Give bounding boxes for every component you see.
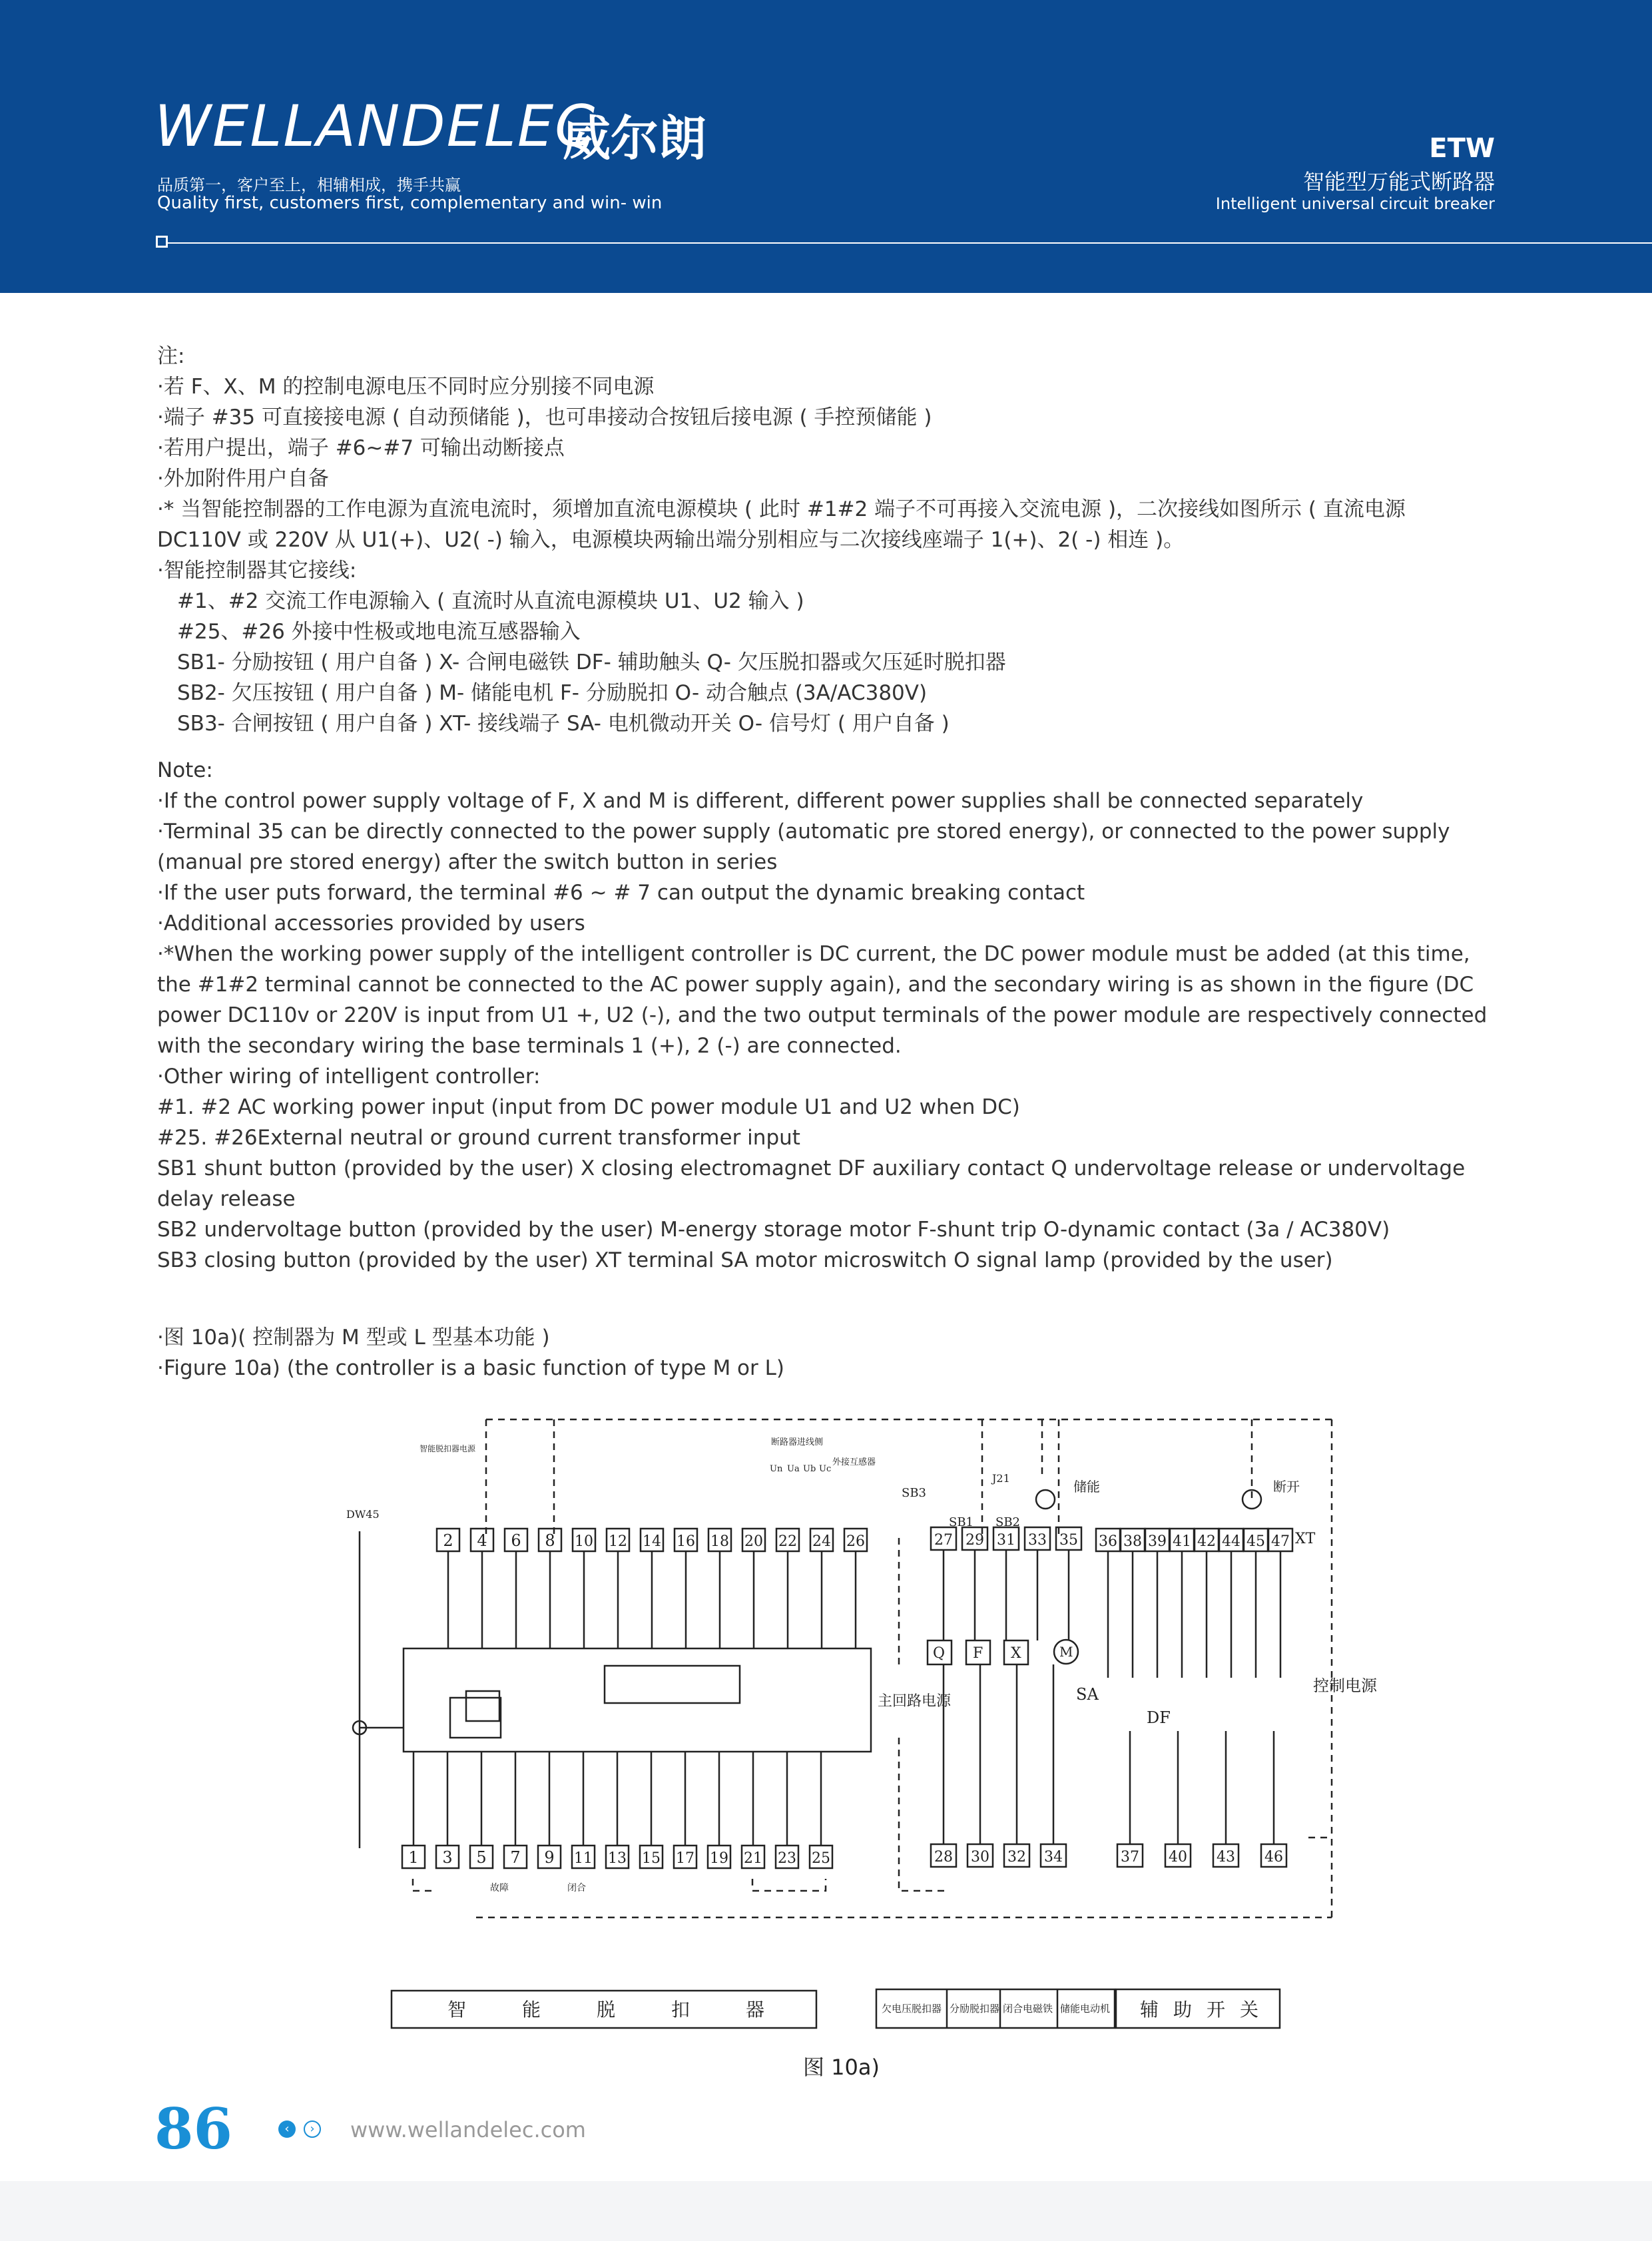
- sb1-label: SB1: [949, 1515, 974, 1529]
- note-cn-line: ·端子 #35 可直接接电源 ( 自动预储能 )，也可串接动合按钮后接电源 ( 手控预储能 ): [157, 405, 932, 429]
- figure-title-cn: ·图 10a)( 控制器为 M 型或 L 型基本功能 ): [157, 1326, 550, 1350]
- top-terminal: 20: [744, 1533, 763, 1550]
- page-number: 86: [154, 2096, 232, 2162]
- figure-title-en: ·Figure 10a) (the controller is a basic function of type M or L): [157, 1356, 784, 1380]
- controller-legend: 智: [447, 1999, 467, 2021]
- right-top-terminal: 41: [1173, 1533, 1191, 1550]
- legend-cell: 储能电动机: [1060, 2003, 1111, 2015]
- slogan-en: Quality first, customers first, complementary and win- win: [157, 193, 663, 213]
- legend-cell: 分励脱扣器: [950, 2003, 1000, 2015]
- note-cn-line: ·外加附件用户自备: [157, 467, 329, 491]
- note-en-line: SB3 closing button (provided by the user) XT terminal SA motor microswitch O signal lamp (provided by the user): [157, 1248, 1333, 1272]
- right-bottom-terminal: 43: [1217, 1849, 1235, 1866]
- note-en-line: ·Terminal 35 can be directly connected to the power supply (automatic pre stored energy), or connected to the power supply (manual pre stored energy) after the switch button in series: [157, 820, 1450, 874]
- breaker-inlet-label: 断路器进线侧: [771, 1437, 824, 1447]
- top-terminal: 22: [778, 1533, 797, 1550]
- legend-cell: 闭合电磁铁: [1003, 2003, 1053, 2015]
- xt-label: XT: [1295, 1531, 1316, 1547]
- right-top-terminal: 36: [1099, 1533, 1117, 1550]
- main-circuit-label: 主回路电源: [878, 1693, 952, 1710]
- legend-cell: 欠电压脱扣器: [882, 2003, 942, 2015]
- right-top-terminal: 38: [1123, 1533, 1142, 1550]
- note-cn-sub: SB1- 分励按钮 ( 用户自备 ) X- 合闸电磁铁 DF- 辅助触头 Q- 欠压脱扣器或欠压延时脱扣器: [177, 650, 1006, 674]
- note-cn-sub: SB2- 欠压按钮 ( 用户自备 ) M- 储能电机 F- 分励脱扣 O- 动合触点 (3A/AC380V): [177, 681, 928, 705]
- top-terminal: 12: [609, 1533, 627, 1550]
- bottom-terminal: 11: [574, 1850, 593, 1867]
- note-en-line: ·Other wiring of intelligent controller:: [157, 1065, 541, 1089]
- top-terminal: 18: [710, 1533, 729, 1550]
- aux-switch-legend: 开: [1207, 1999, 1226, 2021]
- control-power-label: 控制电源: [1313, 1676, 1377, 1695]
- notes-section: [157, 341, 1496, 1383]
- note-cn-line: ·若 F、X、M 的控制电源电压不同时应分别接不同电源: [157, 375, 655, 399]
- figure-caption: 图 10a): [803, 2055, 880, 2080]
- top-terminal: 6: [511, 1531, 521, 1550]
- close-label: 闭合: [567, 1883, 586, 1893]
- bottom-terminal: 1: [408, 1848, 419, 1867]
- sb3-label: SB3: [902, 1486, 927, 1500]
- controller-power-label: 智能脱扣器电源: [419, 1444, 476, 1453]
- controller-legend: 扣: [671, 1999, 690, 2021]
- note-cn-line: ·* 当智能控制器的工作电源为直流电流时，须增加直流电源模块 ( 此时 #1#2 端子不可再接入交流电源 )，二次接线如图所示 ( 直流电源 DC110V 或 220V 从 U1(+)、U2( -) 输入，电源模块两输出端分别相应与二次接线座端子 1(+)、2( -) 相连 )。: [157, 497, 1406, 552]
- note-cn-sub: SB3- 合闸按钮 ( 用户自备 ) XT- 接线端子 SA- 电机微动开关 O- 信号灯 ( 用户自备 ): [177, 712, 950, 736]
- top-terminal: 8: [545, 1531, 555, 1550]
- top-terminal: 14: [643, 1533, 661, 1550]
- mid-top-terminal: 33: [1028, 1532, 1047, 1549]
- note-cn-line: ·若用户提出，端子 #6~#7 可输出动断接点: [157, 436, 565, 460]
- right-bottom-terminal: 46: [1264, 1849, 1283, 1866]
- note-cn-sub: #1、#2 交流工作电源输入 ( 直流时从直流电源模块 U1、U2 输入 ): [177, 589, 804, 613]
- note-en-line: ·If the control power supply voltage of F, X and M is different, different power supplies shall be connected separately: [157, 789, 1364, 813]
- note-en-line: ·If the user puts forward, the terminal #6 ~ # 7 can output the dynamic breaking contact: [157, 881, 1085, 905]
- bottom-terminal: 19: [710, 1850, 728, 1867]
- header-divider: [168, 242, 1652, 244]
- prev-page-icon[interactable]: ‹: [278, 2120, 296, 2138]
- website-link[interactable]: www.wellandelec.com: [350, 2117, 586, 2142]
- mid-bottom-terminal: 30: [971, 1849, 989, 1866]
- product-name-en: Intelligent universal circuit breaker: [1215, 194, 1495, 213]
- mid-bottom-terminal: 28: [934, 1849, 953, 1866]
- dw45-label: DW45: [346, 1508, 380, 1521]
- sb2-label: SB2: [995, 1515, 1021, 1529]
- note-en-line: #25. #26External neutral or ground current transformer input: [157, 1126, 800, 1150]
- right-bottom-terminal: 40: [1169, 1849, 1187, 1866]
- right-top-terminal: 47: [1271, 1533, 1290, 1550]
- note-en-line: SB2 undervoltage button (provided by the user) M-energy storage motor F-shunt trip O-dynamic contact (3a / AC380V): [157, 1218, 1390, 1242]
- sa-label: SA: [1076, 1685, 1099, 1704]
- component-x: X: [1011, 1645, 1021, 1662]
- storage-label: 储能: [1073, 1479, 1100, 1495]
- component-q: Q: [933, 1645, 946, 1662]
- mid-bottom-terminal: 32: [1007, 1849, 1026, 1866]
- slogan-cn: 品质第一，客户至上，相辅相成，携手共赢: [157, 176, 461, 194]
- aux-switch-legend: 辅: [1140, 1999, 1159, 2021]
- header-banner: [0, 0, 1652, 293]
- notes-en-heading: Note:: [157, 758, 213, 782]
- bottom-terminal: 13: [608, 1850, 627, 1867]
- mid-top-terminal: 27: [934, 1532, 953, 1549]
- note-cn-line: ·智能控制器其它接线:: [157, 559, 357, 583]
- aux-switch-legend: 关: [1240, 1999, 1259, 2021]
- bottom-terminal: 7: [510, 1848, 521, 1867]
- top-terminal: 16: [677, 1533, 695, 1550]
- notes-cn-heading: 注:: [157, 344, 185, 368]
- controller-legend: 脱: [597, 1999, 616, 2021]
- right-top-terminal: 42: [1197, 1533, 1216, 1550]
- right-top-terminal: 44: [1222, 1533, 1240, 1550]
- mid-top-terminal: 35: [1059, 1532, 1078, 1549]
- mid-bottom-terminal: 34: [1044, 1849, 1063, 1866]
- note-en-line: ·Additional accessories provided by users: [157, 911, 585, 935]
- bottom-terminal: 5: [476, 1848, 487, 1867]
- top-terminal: 10: [575, 1533, 593, 1550]
- external-ct-label: 外接互感器: [832, 1457, 876, 1467]
- mid-top-terminal: 29: [965, 1532, 984, 1549]
- product-name-cn: 智能型万能式断路器: [1302, 169, 1495, 194]
- right-top-terminal: 39: [1148, 1533, 1167, 1550]
- break-label: 断开: [1273, 1479, 1300, 1495]
- u-label: Un: [770, 1464, 783, 1474]
- brand-cn: 威尔朗: [563, 111, 707, 166]
- u-label: Ua: [787, 1464, 800, 1474]
- product-code: ETW: [1429, 133, 1495, 164]
- brand-logo: WELLANDELEC: [154, 93, 597, 160]
- bottom-terminal: 3: [442, 1848, 453, 1867]
- bottom-terminal: 21: [744, 1850, 762, 1867]
- right-top-terminal: 45: [1246, 1533, 1265, 1550]
- wiring-diagram: [0, 1398, 1652, 2051]
- bottom-terminal: 25: [812, 1850, 830, 1867]
- footer-band: [0, 2181, 1652, 2241]
- note-en-line: SB1 shunt button (provided by the user) X closing electromagnet DF auxiliary contact Q undervoltage release or undervoltage delay release: [157, 1156, 1466, 1211]
- next-page-icon[interactable]: ›: [304, 2120, 321, 2138]
- bottom-terminal: 9: [544, 1848, 555, 1867]
- controller-legend: 器: [746, 1999, 765, 2021]
- bottom-terminal: 23: [778, 1850, 796, 1867]
- note-cn-sub: #25、#26 外接中性极或地电流互感器输入: [177, 620, 581, 644]
- component-m: M: [1059, 1644, 1073, 1660]
- fault-label: 故障: [490, 1883, 509, 1893]
- aux-switch-legend: 助: [1173, 1999, 1193, 2021]
- j21-label: J21: [992, 1472, 1010, 1485]
- note-en-line: #1. #2 AC working power input (input from DC power module U1 and U2 when DC): [157, 1095, 1020, 1119]
- right-bottom-terminal: 37: [1121, 1849, 1139, 1866]
- u-label: Uc: [819, 1464, 832, 1474]
- component-f: F: [973, 1645, 983, 1662]
- df-label: DF: [1147, 1708, 1171, 1727]
- top-terminal: 4: [477, 1531, 487, 1550]
- top-terminal: 26: [846, 1533, 865, 1550]
- note-en-line: ·*When the working power supply of the intelligent controller is DC current, the DC power module must be added (at this time, the #1#2 terminal cannot be connected to the AC power supply again), and the secondary wiring is as shown in the figure (DC power DC110v or 220V is input from U1 +, U2 (-), and the two output terminals of the power module are respectively connected with the secondary wiring the base terminals 1 (+), 2 (-) are connected.: [157, 942, 1488, 1058]
- mid-top-terminal: 31: [997, 1532, 1015, 1549]
- controller-legend: 能: [522, 1999, 541, 2021]
- top-terminal: 2: [443, 1531, 453, 1550]
- header-square-icon: [156, 236, 168, 248]
- bottom-terminal: 17: [676, 1850, 694, 1867]
- bottom-terminal: 15: [642, 1850, 661, 1867]
- u-label: Ub: [803, 1464, 816, 1474]
- top-terminal: 24: [812, 1533, 831, 1550]
